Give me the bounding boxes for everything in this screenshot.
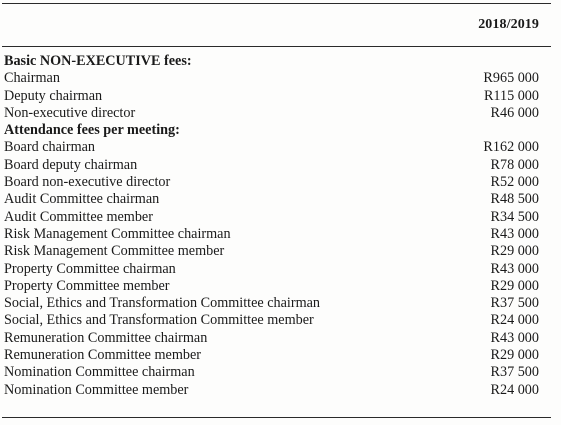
- fee-row: [4, 174, 539, 191]
- fee-row: [4, 139, 539, 156]
- fee-row: [4, 347, 539, 364]
- fee-value: R52 000: [490, 174, 539, 191]
- fee-row: [4, 364, 539, 381]
- fee-value: R29 000: [490, 243, 539, 260]
- fee-value: R43 000: [490, 329, 539, 346]
- fee-value: R46 000: [490, 104, 539, 121]
- fee-label: Remuneration Committee chairman: [4, 329, 208, 346]
- fee-row: [4, 226, 539, 243]
- fee-value: R24 000: [490, 312, 539, 329]
- fee-label: Board deputy chairman: [4, 156, 138, 173]
- fee-row: [4, 261, 539, 278]
- fee-value: R37 500: [490, 364, 539, 381]
- fee-label: Non-executive director: [4, 104, 136, 121]
- section-heading-row: [4, 53, 539, 70]
- fee-label: Risk Management Committee member: [4, 243, 225, 260]
- fee-row: [4, 209, 539, 226]
- fee-label: Social, Ethics and Transformation Committee member: [4, 312, 314, 329]
- fee-value: R43 000: [490, 225, 539, 242]
- fee-row: [4, 278, 539, 295]
- section-heading-row: [4, 122, 539, 139]
- section-heading: Basic NON-EXECUTIVE fees:: [4, 53, 192, 69]
- fee-rows: [4, 53, 539, 399]
- fee-label: Deputy chairman: [4, 87, 103, 104]
- fee-label: Remuneration Committee member: [4, 347, 201, 364]
- top-rule: [2, 3, 551, 4]
- fee-value: R115 000: [483, 87, 539, 104]
- fee-row: [4, 157, 539, 174]
- fee-row: [4, 88, 539, 105]
- fee-value: R37 500: [490, 295, 539, 312]
- fee-value: R29 000: [490, 277, 539, 294]
- fee-row: [4, 243, 539, 260]
- fee-value: R29 000: [490, 347, 539, 364]
- fee-label: Nomination Committee chairman: [4, 364, 195, 381]
- fee-label: Board chairman: [4, 139, 95, 156]
- fee-row: [4, 191, 539, 208]
- fee-label: Board non-executive director: [4, 174, 171, 191]
- year-column-header: 2018/2019: [478, 17, 539, 32]
- bottom-rule: [2, 417, 551, 418]
- fee-value: R48 500: [490, 191, 539, 208]
- fee-row: [4, 70, 539, 87]
- fee-label: Property Committee member: [4, 277, 170, 294]
- fee-row: [4, 295, 539, 312]
- fee-label: Social, Ethics and Transformation Committee chairman: [4, 295, 321, 312]
- fee-value: R34 500: [490, 208, 539, 225]
- fee-row: [4, 330, 539, 347]
- fee-label: Audit Committee chairman: [4, 191, 160, 208]
- fee-label: Chairman: [4, 70, 60, 87]
- section-heading: Attendance fees per meeting:: [4, 122, 180, 139]
- fee-value: R965 000: [483, 70, 539, 87]
- fee-label: Audit Committee member: [4, 208, 153, 225]
- fee-label: Property Committee chairman: [4, 260, 176, 277]
- fee-value: R78 000: [490, 156, 539, 173]
- fee-value: R162 000: [483, 139, 539, 156]
- fee-row: [4, 382, 539, 399]
- fee-row: [4, 105, 539, 122]
- header-rule: [2, 46, 551, 47]
- fee-label: Risk Management Committee chairman: [4, 225, 231, 242]
- fee-row: [4, 312, 539, 329]
- fee-value: R43 000: [490, 260, 539, 277]
- fee-value: R24 000: [490, 381, 539, 398]
- fee-label: Nomination Committee member: [4, 381, 189, 398]
